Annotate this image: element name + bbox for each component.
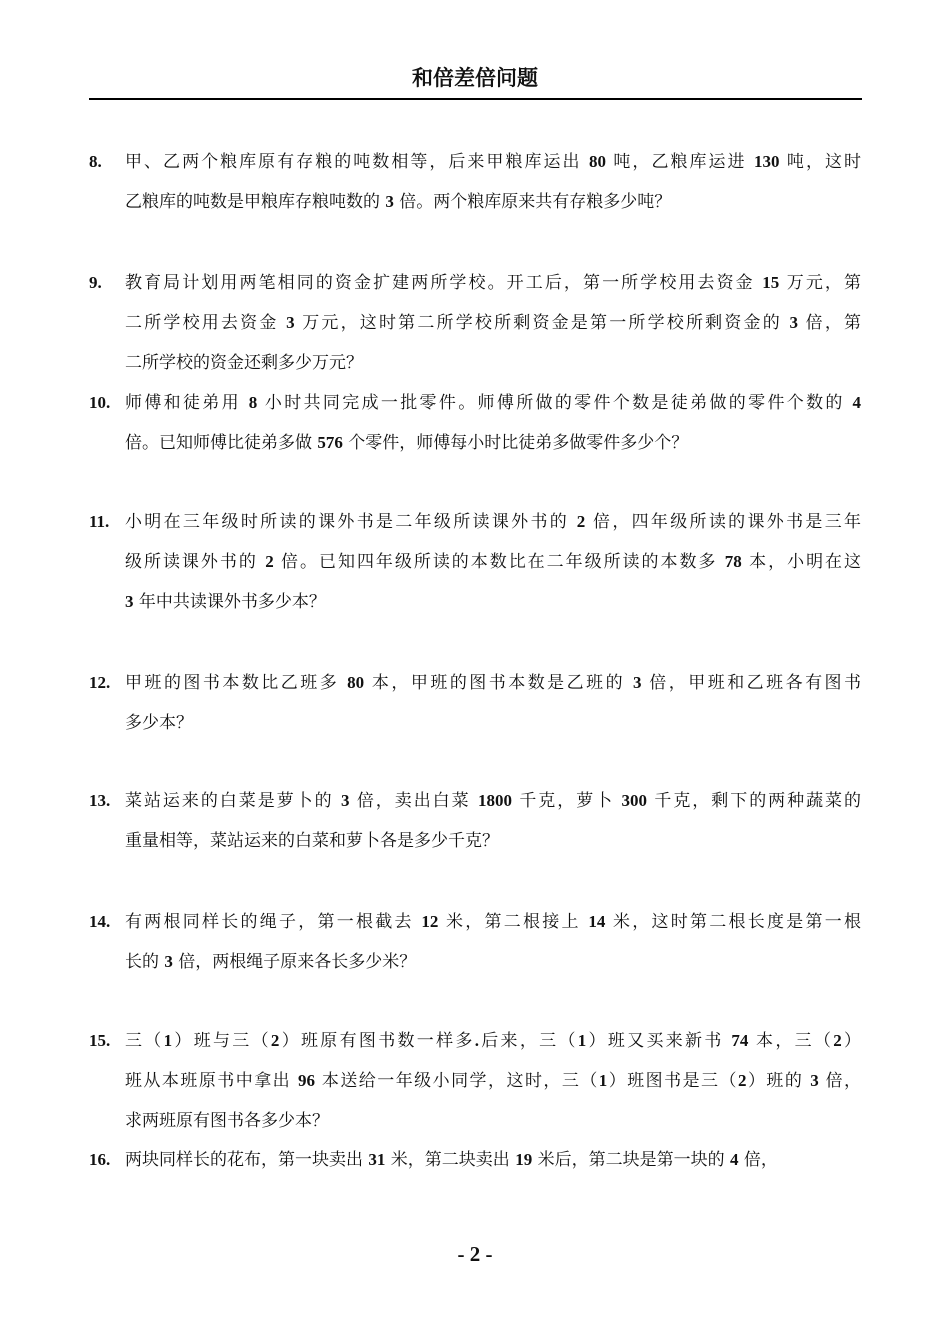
page-number: - 2 - — [457, 1242, 493, 1266]
problem-number: 12. — [89, 673, 111, 692]
number-value: 130 — [754, 152, 780, 171]
problem-13 — [89, 781, 861, 861]
number-value: 3 — [810, 1071, 819, 1090]
text-segment: 千克，萝卜 — [511, 791, 622, 811]
problem-text-line — [125, 343, 861, 383]
problem-number: 9. — [89, 273, 102, 292]
number-value: 3 — [632, 673, 642, 692]
problem-text-line — [125, 383, 861, 423]
problem-number: 14. — [89, 912, 111, 931]
problem-text-line — [125, 582, 861, 622]
text-segment: 本送给一年级小同学，这时，三（ — [315, 1071, 599, 1091]
text-segment: 年中共读课外书多少本？ — [133, 592, 326, 612]
problem-text-line — [125, 542, 861, 582]
number-value: . — [474, 1031, 479, 1050]
header-divider — [89, 98, 862, 100]
text-segment: 三（ — [125, 1031, 164, 1051]
number-value: 14 — [588, 912, 606, 931]
problem-9 — [89, 263, 861, 383]
number-value: 4 — [730, 1150, 739, 1169]
text-segment: 菜站运来的白菜是萝卜的 — [125, 791, 341, 811]
text-segment: 本，三（ — [748, 1031, 834, 1051]
text-segment: 倍， — [738, 1150, 778, 1170]
problem-text-line — [125, 902, 861, 942]
number-value: 3 — [789, 313, 799, 332]
number-value: 3 — [385, 192, 394, 211]
number-value: 74 — [731, 1031, 749, 1050]
problem-number: 8. — [89, 152, 102, 171]
problem-text-line — [125, 502, 861, 542]
problem-12 — [89, 663, 861, 743]
problem-10 — [89, 383, 861, 463]
number-value: 1 — [163, 1031, 173, 1050]
number-value: 78 — [724, 552, 742, 571]
problem-number: 11. — [89, 512, 110, 531]
text-segment: 多少本？ — [125, 713, 193, 733]
problem-number: 15. — [89, 1031, 111, 1050]
number-value: 3 — [125, 592, 134, 611]
text-segment: 后来，三（ — [478, 1031, 578, 1051]
text-segment: ）班图书是三（ — [607, 1071, 738, 1091]
number-value: 1 — [577, 1031, 587, 1050]
problem-text-line — [125, 142, 861, 182]
problem-number: 10. — [89, 393, 111, 412]
text-segment: ）班与三（ — [172, 1031, 271, 1051]
number-value: 2 — [270, 1031, 280, 1050]
problem-15 — [89, 1021, 861, 1141]
problem-11 — [89, 502, 861, 622]
text-segment: 吨，乙粮库运进 — [605, 152, 754, 172]
number-value: 576 — [317, 433, 343, 452]
number-value: 2 — [737, 1071, 747, 1090]
text-segment: 米，这时第二根长度是第一根 — [605, 912, 862, 932]
text-segment: 甲班的图书本数比乙班多 — [125, 673, 348, 693]
text-segment: 吨，这时 — [779, 152, 861, 172]
problem-text-line — [125, 703, 861, 743]
problem-text-line — [125, 263, 861, 303]
text-segment: ）班又买来新书 — [586, 1031, 732, 1051]
text-segment: 千克，剩下的两种蔬菜的 — [647, 791, 862, 811]
number-value: 19 — [515, 1150, 533, 1169]
problem-text-line — [125, 182, 861, 222]
number-value: 3 — [340, 791, 350, 810]
number-value: 96 — [298, 1071, 316, 1090]
text-segment: 倍，两根绳子原来各长多少米？ — [172, 952, 417, 972]
number-value: 80 — [588, 152, 606, 171]
text-segment: 本，甲班的图书本数是乙班的 — [364, 673, 633, 693]
number-value: 31 — [368, 1150, 386, 1169]
problem-number: 16. — [89, 1150, 111, 1169]
problem-16 — [89, 1140, 861, 1180]
number-value: 2 — [576, 512, 586, 531]
number-value: 4 — [852, 393, 861, 412]
text-segment: 班从本班原书中拿出 — [125, 1071, 299, 1091]
text-segment: 师傅和徒弟用 — [125, 393, 249, 413]
problem-number: 13. — [89, 791, 111, 810]
text-segment: 二所学校用去资金 — [125, 313, 287, 333]
text-segment: 倍，四年级所读的课外书是三年 — [585, 512, 862, 532]
number-value: 1 — [598, 1071, 608, 1090]
text-segment: ） — [841, 1031, 862, 1051]
text-segment: 本，小明在这 — [741, 552, 862, 572]
problem-8 — [89, 142, 861, 222]
text-segment: 重量相等，菜站运来的白菜和萝卜各是多少千克？ — [125, 831, 499, 851]
number-value: 2 — [833, 1031, 842, 1050]
problem-text-line — [125, 821, 861, 861]
number-value: 80 — [347, 673, 365, 692]
text-segment: 乙粮库的吨数是甲粮库存粮吨数的 — [125, 192, 386, 212]
problem-text-line — [125, 942, 861, 982]
number-value: 300 — [621, 791, 648, 810]
problem-text-line — [125, 663, 861, 703]
text-segment: 万元，第 — [779, 273, 862, 293]
text-segment: 长的 — [125, 952, 165, 972]
text-segment: 倍。已知四年级所读的本数比在二年级所读的本数多 — [273, 552, 725, 572]
problem-text-line — [125, 303, 861, 343]
problem-text-line — [125, 1021, 861, 1061]
text-segment: 倍， — [818, 1071, 862, 1091]
text-segment: 甲、乙两个粮库原有存粮的吨数相等，后来甲粮库运出 — [125, 152, 589, 172]
text-segment: 个零件，师傅每小时比徒弟多做零件多少个？ — [342, 433, 689, 453]
text-segment: ）班原有图书数一样多 — [279, 1031, 475, 1051]
text-segment: 倍，卖出白菜 — [349, 791, 478, 811]
problem-text-line — [125, 423, 861, 463]
number-value: 1800 — [477, 791, 512, 810]
text-segment: 米，第二块卖出 — [385, 1150, 516, 1170]
number-value: 3 — [164, 952, 173, 971]
text-segment: 米，第二根接上 — [438, 912, 589, 932]
text-segment: 求两班原有图书各多少本？ — [125, 1111, 329, 1131]
text-segment: 米后，第二块是第一块的 — [532, 1150, 731, 1170]
text-segment: 倍。已知师傅比徒弟多做 — [125, 433, 318, 453]
text-segment: 倍。两个粮库原来共有存粮多少吨？ — [393, 192, 672, 212]
problem-text-line — [125, 781, 861, 821]
number-value: 8 — [248, 393, 258, 412]
text-segment: 教育局计划用两笔相同的资金扩建两所学校。开工后，第一所学校用去资金 — [125, 273, 763, 293]
number-value: 15 — [762, 273, 780, 292]
text-segment: 倍，第 — [798, 313, 862, 333]
text-segment: 小时共同完成一批零件。师傅所做的零件个数是徒弟做的零件个数的 — [257, 393, 853, 413]
problem-text-line — [125, 1061, 861, 1101]
text-segment: ）班的 — [746, 1071, 811, 1091]
number-value: 3 — [286, 313, 295, 332]
problem-14 — [89, 902, 861, 982]
problem-text-line — [125, 1101, 861, 1141]
page-title: 和倍差倍问题 — [412, 66, 538, 90]
text-segment: 二所学校的资金还剩多少万元？ — [125, 353, 363, 373]
number-value: 12 — [421, 912, 439, 931]
text-segment: 级所读课外书的 — [125, 552, 266, 572]
text-segment: 小明在三年级时所读的课外书是二年级所读课外书的 — [125, 512, 577, 532]
text-segment: 两块同样长的花布，第一块卖出 — [125, 1150, 369, 1170]
problem-text-line — [125, 1140, 861, 1180]
text-segment: 万元，这时第二所学校所剩资金是第一所学校所剩资金的 — [294, 313, 790, 333]
text-segment: 倍，甲班和乙班各有图书 — [641, 673, 862, 693]
number-value: 2 — [265, 552, 274, 571]
text-segment: 有两根同样长的绳子，第一根截去 — [125, 912, 422, 932]
